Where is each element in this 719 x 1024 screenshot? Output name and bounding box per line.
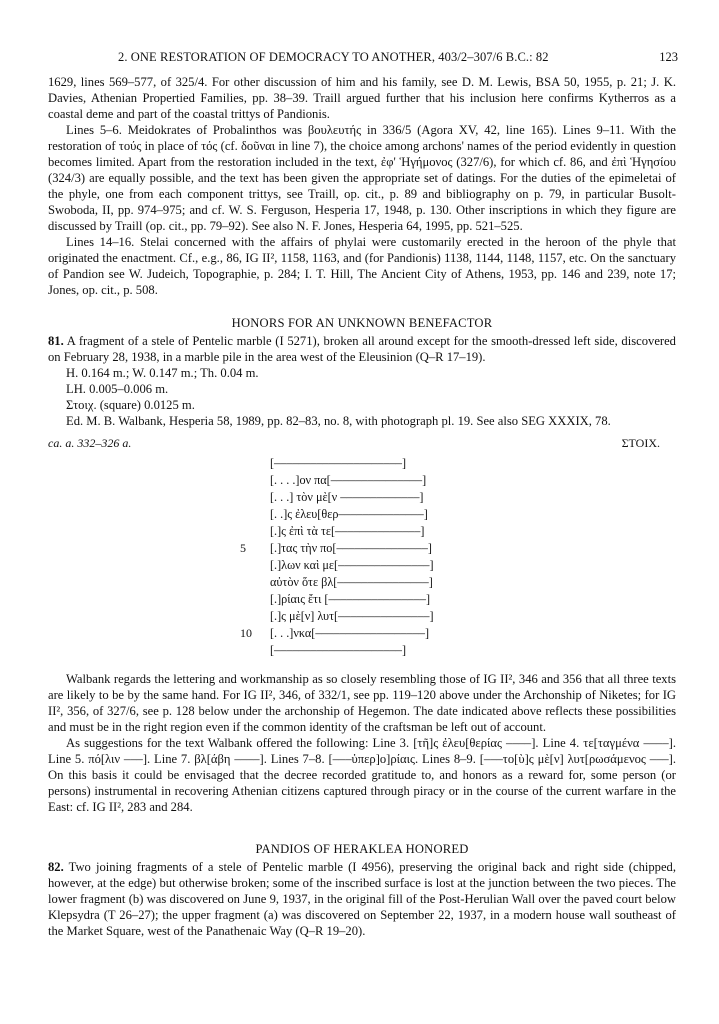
entry-81-description [48, 333, 676, 365]
dimensions: H. 0.164 m.; W. 0.147 m.; Th. 0.04 m. [66, 366, 259, 380]
commentary-paragraph-1: 1629, lines 569–577, of 325/4. For other discussion of him and his family, see D. M. Lewis, BSA 50, 1955, p. 21; J. K. Davies, Athenian Propertied Families, pp. 38–39. Traill argued further that his inclusion here confirms Kytherros as a coastal deme and part of the coastal trittys of Pandionis. [48, 75, 676, 121]
line-text: αὐτὸν ὅτε βλ[–––––––––––––––] [270, 575, 433, 589]
inscription-line [48, 608, 676, 625]
line-text: [–––––––––––––––––––––] [270, 643, 407, 657]
page-header [118, 50, 678, 65]
entry-text: A fragment of a stele of Pentelic marble (I 5271), broken all around except for the smooth-dressed left side, discovered on February 28, 1938, in a marble pile in the area west of the Eleusinion (Q–R 17–19). [48, 334, 676, 364]
inscription-line [48, 591, 676, 608]
inscription-header [48, 435, 676, 455]
line-text: [.]ς ἐπὶ τὰ τε[––––––––––––––] [270, 524, 425, 538]
inscription-line [48, 642, 676, 659]
entry-81-metadata [66, 365, 676, 429]
commentary-paragraph-3: Lines 14–16. Stelai concerned with the affairs of phylai were customarily erected in the heroon of the phyle that originated the enactment. Cf., e.g., 86, IG II², 1158, 1163, and (for Pandionis) 1138, 1144, 1148, 1157, etc. On the sanctuary of Pandion see W. Judeich, Topographie, p. 284; I. T. Hill, The Ancient City of Athens, 1953, pp. 146 and 239, note 17; Jones, op. cit., p. 508. [48, 235, 676, 297]
inscription-line [48, 455, 676, 472]
inscription-line [48, 506, 676, 523]
line-text: [.]τας τὴν πο[–––––––––––––––] [270, 541, 432, 555]
commentary-paragraph-2: Lines 5–6. Meidokrates of Probalinthos was βουλευτής in 336/5 (Agora XV, 42, line 165). Lines 9–11. With the restoration of τούς in place of τός (cf. δοῦναι in line 7), the choice among archons' names of the period evidently in question becomes limited. Apart from the restoration included in the text, ἐφ' Ἡγήμονος (327/6), for which cf. 86, and ἐπὶ Ἡγησίου (324/3) are equally possible, and the text has been given the appropriate set of datings. For the duties of the epimeletai of the phyle, one from each component trittys, see Traill, op. cit., p. 89 and bibliography on p. 79, in particular Busolt-Swoboda, II, pp. 974–975; and cf. W. S. Ferguson, Hesperia 17, 1948, p. 130. Other inscriptions in which they figure are discussed by Traill (op. cit., pp. 79–92). See also N. F. Jones, Hesperia 64, 1995, pp. 521–525. [48, 123, 676, 233]
inscription-line [48, 574, 676, 591]
edition: Ed. M. B. Walbank, Hesperia 58, 1989, pp. 82–83, no. 8, with photograph pl. 19. See also SEG XXXIX, 78. [66, 414, 611, 428]
inscription-line [48, 472, 676, 489]
inscription-line [48, 523, 676, 540]
discussion-paragraph-2: As suggestions for the text Walbank offered the following: Line 3. [τῆ]ς ἐλευ[θερίας ––––]. Line 4. τε[ταγμένα ––––]. Line 5. πό[λιν –––]. Line 7. βλ[άβη ––––]. Lines 7–8. [–––ὑπερ]ο]ρίαις. Lines 8–9. [–––το[ὺ]ς μὲ[ν] λυτ[ρωσάμενος –––]. On this basis it could be envisaged that the decree recorded gratitude to, and honors as a reward for, some person (or persons) instrumental in recovering Athenian citizens captured through piracy or in the course of the current warfare in the East: cf. IG II², 283 and 284. [48, 736, 676, 814]
line-number: 10 [240, 626, 252, 640]
inscription-line [48, 625, 676, 642]
line-text: [. . .]νκα[––––––––––––––––––] [270, 626, 430, 640]
line-text: [.]ς μὲ[ν] λυτ[–––––––––––––––] [270, 609, 434, 623]
entry-number: 81. [48, 334, 64, 348]
running-title: 2. ONE RESTORATION OF DEMOCRACY TO ANOTHER, 403/2–307/6 B.C.: 82 [118, 50, 549, 64]
entry-82-description [48, 859, 676, 939]
stoichedon-spacing: Στοιχ. (square) 0.0125 m. [66, 398, 195, 412]
inscription-line [48, 557, 676, 574]
line-text: [. .]ς ἐλευ[θερ––––––––––––––] [270, 507, 428, 521]
line-text: [.]λων καὶ με[–––––––––––––––] [270, 558, 434, 572]
line-text: [. . . .]ον πα[–––––––––––––––] [270, 473, 427, 487]
page-number: 123 [659, 50, 678, 64]
inscription-date: ca. a. 332–326 a. [48, 436, 132, 450]
line-text: [.]ρίαις ἔτι [––––––––––––––––] [270, 592, 431, 606]
inscription-line [48, 540, 676, 557]
section-heading-unknown-benefactor: HONORS FOR AN UNKNOWN BENEFACTOR [231, 316, 493, 330]
line-number: 5 [240, 541, 246, 555]
page-body [48, 74, 676, 939]
inscription-text [48, 455, 676, 659]
discussion-paragraph-1: Walbank regards the lettering and workmanship as so closely resembling those of IG II², 346 and 356 that all three texts are likely to be by the same hand. For IG II², 346, of 332/1, see pp. 119–120 above under the Archonship of Niketes; for IG II², 356, of 327/6, see p. 128 below under the archonship of Hegemon. The date indicated above reflects these possibilities and must be in the right region even if the common identity of the craftsman be left out of account. [48, 672, 676, 734]
line-text: [. . .] τὸν μὲ[ν –––––––––––––] [270, 490, 424, 504]
entry-text: Two joining fragments of a stele of Pentelic marble (I 4956), preserving the original back and right side (chipped, however, at the edge) but otherwise broken; some of the inscribed surface is lost at the junction between the two pieces. The lower fragment (b) was discovered on June 9, 1937, in the original fill of the Post-Herulian Wall over the paved court below Klepsydra (T 26–27); the upper fragment (a) was discovered on September 22, 1937, in a modern house wall southeast of the Market Square, west of the Panathenaic Way (Q–R 19–20). [48, 860, 676, 938]
line-text: [–––––––––––––––––––––] [270, 456, 407, 470]
section-heading-pandios: PANDIOS OF HERAKLEA HONORED [255, 842, 469, 856]
stoichedon-label: ΣΤΟΙΧ. [621, 436, 660, 450]
inscription-line [48, 489, 676, 506]
entry-number: 82. [48, 860, 64, 874]
letter-height: LH. 0.005–0.006 m. [66, 382, 169, 396]
